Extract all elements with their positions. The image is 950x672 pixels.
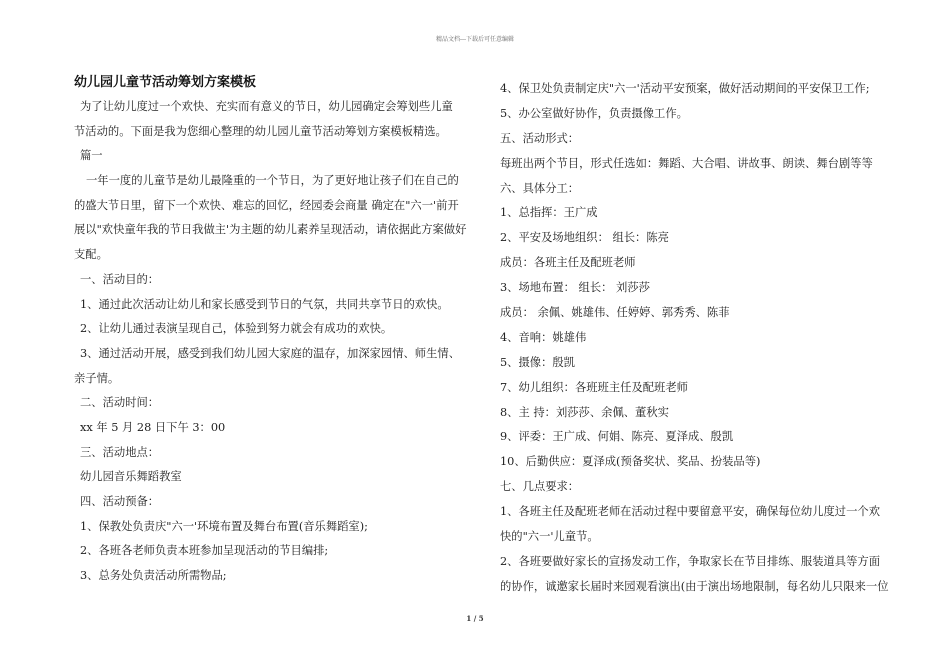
list-item: 9、评委：王广成、何娟、陈亮、夏泽成、殷凯 [500,430,734,444]
event-location: 幼儿园音乐舞蹈教室 [80,470,182,484]
section-heading: 三、活动地点： [80,445,160,459]
paragraph-line: 每班出两个节目，形式任选如：舞蹈、大合唱、讲故事、朗读、舞台剧等等 [500,156,873,170]
paragraph-line: 节活动的。下面是我为您细心整理的幼儿园儿童节活动筹划方案模板精选。 [74,124,447,138]
list-item: 2、平安及场地组织： 组长：陈亮 [500,231,669,245]
list-item: 3、总务处负责活动所需物品; [80,569,227,583]
section-heading: 二、活动时间： [80,396,160,410]
page-header: 精品文档---下载后可任意编辑 [435,36,515,43]
paragraph-line: 支配。 [74,248,108,262]
list-item: 1、各班主任及配班老师在活动过程中要留意平安，确保每位幼儿度过一个欢 [500,505,880,519]
paragraph-line: 的协作，诚邀家长届时来园观看演出(由于演出场地限制，每名幼儿只限来一位 [500,579,889,593]
paragraph-line: 展以"欢快童年我的节日我做主'为主题的幼儿素养呈现活动，请依据此方案做好 [74,223,467,237]
paragraph-line: 一年一度的儿童节是幼儿最隆重的一个节日，为了更好地让孩子们在自己的 [86,174,459,188]
list-item: 2、让幼儿通过表演呈现自己，体验到努力就会有成功的欢快。 [80,322,393,336]
paragraph-line: 成员： 余佩、姚雄伟、任婷婷、郭秀秀、陈菲 [500,306,730,320]
list-item: 1、通过此次活动让幼儿和家长感受到节日的气氛，共同共享节日的欢快。 [80,297,449,311]
list-item: 1、总指挥：王广成 [500,206,598,220]
list-item: 1、保教处负责庆"六一'环境布置及舞台布置(音乐舞蹈室); [80,519,368,533]
page-number: 1 / 5 [466,614,484,623]
list-item: 4、音响：姚雄伟 [500,330,587,344]
right-column [500,77,889,600]
paragraph-line: 的盛大节日里，留下一个欢快、难忘的回忆，经园委会商量 确定在"六一'前开 [74,198,459,212]
document-title: 幼儿园儿童节活动筹划方案模板 [74,75,257,90]
paragraph-line: 为了让幼儿度过一个欢快、充实而有意义的节日，幼儿园确定会筹划些儿童 [80,100,453,113]
list-item: 3、场地布置： 组长： 刘莎莎 [500,281,650,295]
paragraph-line: 快的"六一'儿童节。 [500,530,599,544]
event-date: xx 年 5 月 28 日下午 3：00 [80,420,226,434]
section-heading: 五、活动形式： [500,131,580,145]
paragraph-line: 成员：各班主任及配班老师 [500,256,636,270]
list-item: 3、通过活动开展，感受到我们幼儿园大家庭的温存，加深家园情、师生情、 [80,346,460,360]
list-item: 10、后勤供应：夏泽成(预备奖状、奖品、扮装品等) [500,455,761,469]
section-heading: 六、具体分工： [500,181,580,195]
section-heading: 七、几点要求： [500,480,580,494]
list-item: 2、各班要做好家长的宣扬发动工作，争取家长在节目排练、服装道具等方面 [500,554,880,568]
list-item: 7、幼儿组织：各班班主任及配班老师 [500,380,688,394]
list-item: 8、主 持：刘莎莎、余佩、董秋实 [500,405,669,419]
list-item: 4、保卫处负责制定庆"六一'活动平安预案，做好活动期间的平安保卫工作; [500,82,870,95]
section-heading: 四、活动预备： [80,495,160,508]
section-heading: 一、活动目的： [80,272,160,286]
paragraph-line: 亲子情。 [74,371,120,385]
list-item: 2、各班各老师负责本班参加呈现活动的节目编排; [80,544,329,558]
left-column [74,72,467,589]
list-item: 5、摄像：殷凯 [500,355,575,369]
list-item: 5、办公室做好协作，负责摄像工作。 [500,106,688,120]
section-label: 篇一 [80,149,103,163]
